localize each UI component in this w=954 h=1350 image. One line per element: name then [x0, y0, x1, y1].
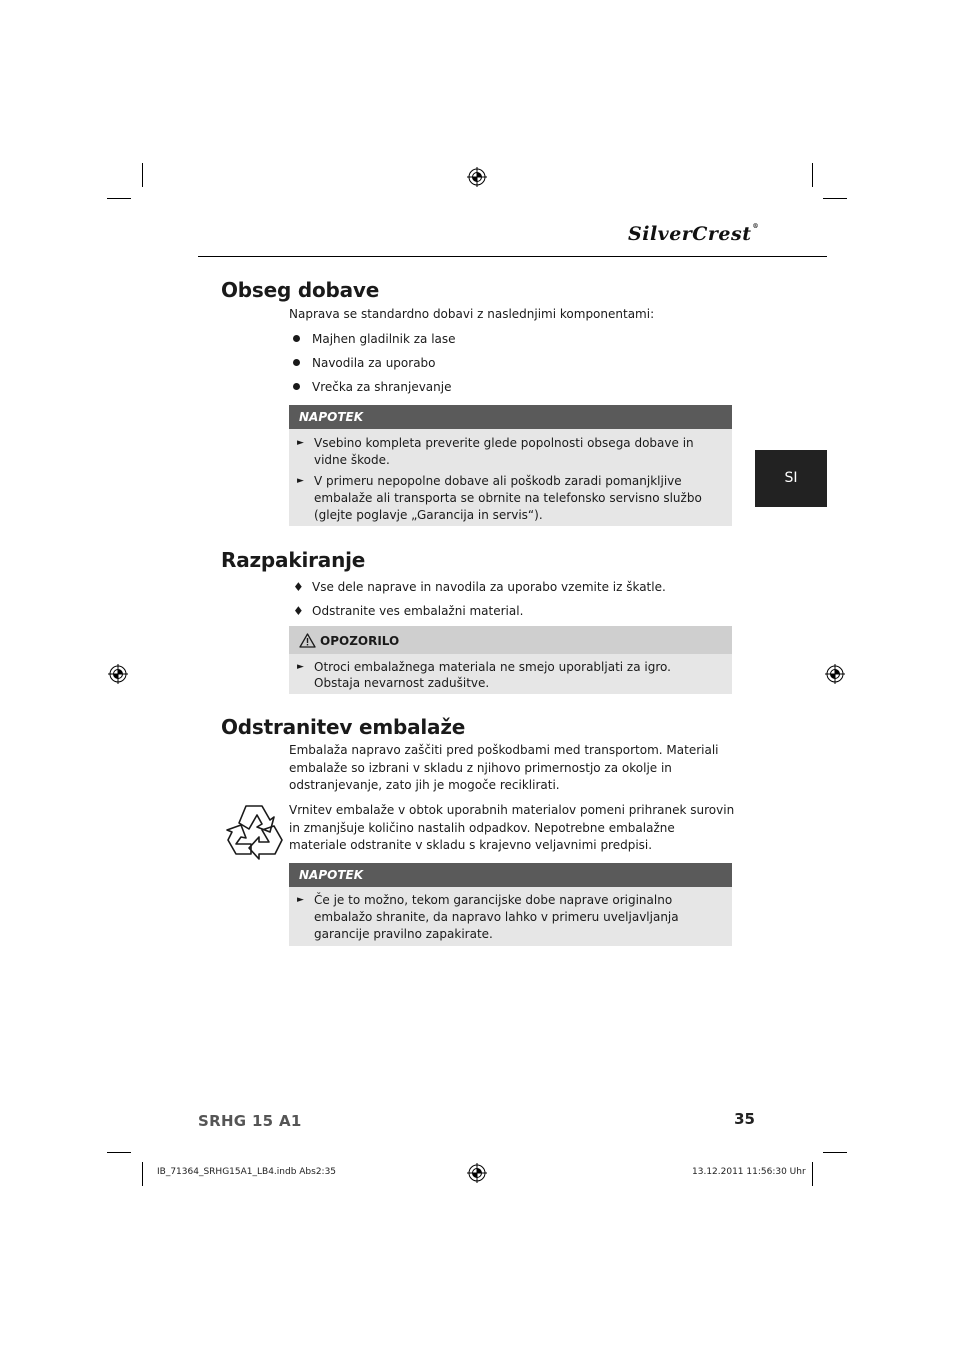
list-item: Majhen gladilnik za lase: [293, 331, 456, 347]
crop-mark: [142, 1162, 143, 1186]
list-item: ♦ Odstranite ves embalažni material.: [293, 604, 524, 618]
crop-mark: [823, 198, 847, 199]
diamond-bullet-icon: ♦: [293, 604, 304, 618]
note-box: [289, 405, 732, 526]
crop-mark: [823, 1152, 847, 1153]
arrow-bullet-icon: ►: [297, 662, 304, 672]
registration-mark-icon: [108, 664, 128, 684]
brand-logo: SilverCrest®: [628, 223, 759, 245]
crop-mark: [812, 1162, 813, 1186]
section-title-scope: Obseg dobave: [221, 278, 380, 302]
scope-intro: Naprava se standardno dobavi z naslednjimi komponentami:: [289, 307, 655, 321]
note-heading: NAPOTEK: [289, 405, 732, 429]
section-title-unpacking: Razpakiranje: [221, 548, 366, 572]
crop-mark: [107, 1152, 131, 1153]
arrow-bullet-icon: ►: [297, 476, 304, 486]
list-item: ♦ Vse dele naprave in navodila za uporabo vzemite iz škatle.: [293, 580, 666, 594]
recycling-icon: [224, 802, 286, 860]
bullet-dot-icon: [293, 359, 300, 366]
note-bullet: ► Če je to možno, tekom garancijske dobe naprave originalno embalažo shranite, da napravo lahko v primeru uveljavljanja garancije pravilno zapakirate.: [297, 893, 679, 941]
arrow-bullet-icon: ►: [297, 438, 304, 448]
crop-mark: [142, 163, 143, 187]
page-number: 35: [734, 1110, 755, 1128]
list-item: Navodila za uporabo: [293, 355, 436, 371]
print-slug-date: 13.12.2011 11:56:30 Uhr: [692, 1167, 806, 1177]
note-heading: NAPOTEK: [289, 863, 732, 887]
registration-mark-icon: [467, 167, 487, 187]
note-bullet: ► Vsebino kompleta preverite glede popolnosti obsega dobave in vidne škode.: [297, 436, 694, 467]
bullet-dot-icon: [293, 335, 300, 342]
warning-bullet: ► Otroci embalažnega materiala ne smejo uporabljati za igro. Obstaja nevarnost zadušitve.: [297, 660, 671, 690]
note-bullet: ► V primeru nepopolne dobave ali poškodb zaradi pomanjkljive embalaže ali transporta se obrnite na telefonsko servisno službo (glejte poglavje „Garancija in servis“).: [297, 474, 702, 522]
note-box: [289, 863, 732, 946]
bullet-dot-icon: [293, 383, 300, 390]
arrow-bullet-icon: ►: [297, 895, 304, 905]
warning-heading: OPOZORILO: [289, 626, 732, 654]
crop-mark: [812, 163, 813, 187]
header-rule: [198, 256, 827, 257]
warning-triangle-icon: [299, 633, 316, 648]
print-slug-file: IB_71364_SRHG15A1_LB4.indb Abs2:35: [157, 1167, 337, 1177]
language-tab: SI: [755, 450, 827, 507]
diamond-bullet-icon: ♦: [293, 580, 304, 594]
warning-box: [289, 626, 732, 694]
recycling-paragraph: Vrnitev embalaže v obtok uporabnih materialov pomeni prihranek surovin in zmanjšuje količino nastalih odpadkov. Nepotrebne embalažne materiale odstranite v skladu s krajevno veljavnimi predpisi.: [289, 803, 735, 852]
section-title-disposal: Odstranitev embalaže: [221, 715, 466, 739]
disposal-paragraph: Embalaža napravo zaščiti pred poškodbami med transportom. Materiali embalaže so izbrani v skladu z njihovo primernostjo za okolje in odstranjevanje, zato jih je mogoče reciklirati.: [289, 743, 719, 792]
registration-mark-icon: [467, 1163, 487, 1183]
crop-mark: [107, 198, 131, 199]
list-item: Vrečka za shranjevanje: [293, 379, 451, 395]
registration-mark-icon: [825, 664, 845, 684]
model-number: SRHG 15 A1: [198, 1112, 302, 1130]
